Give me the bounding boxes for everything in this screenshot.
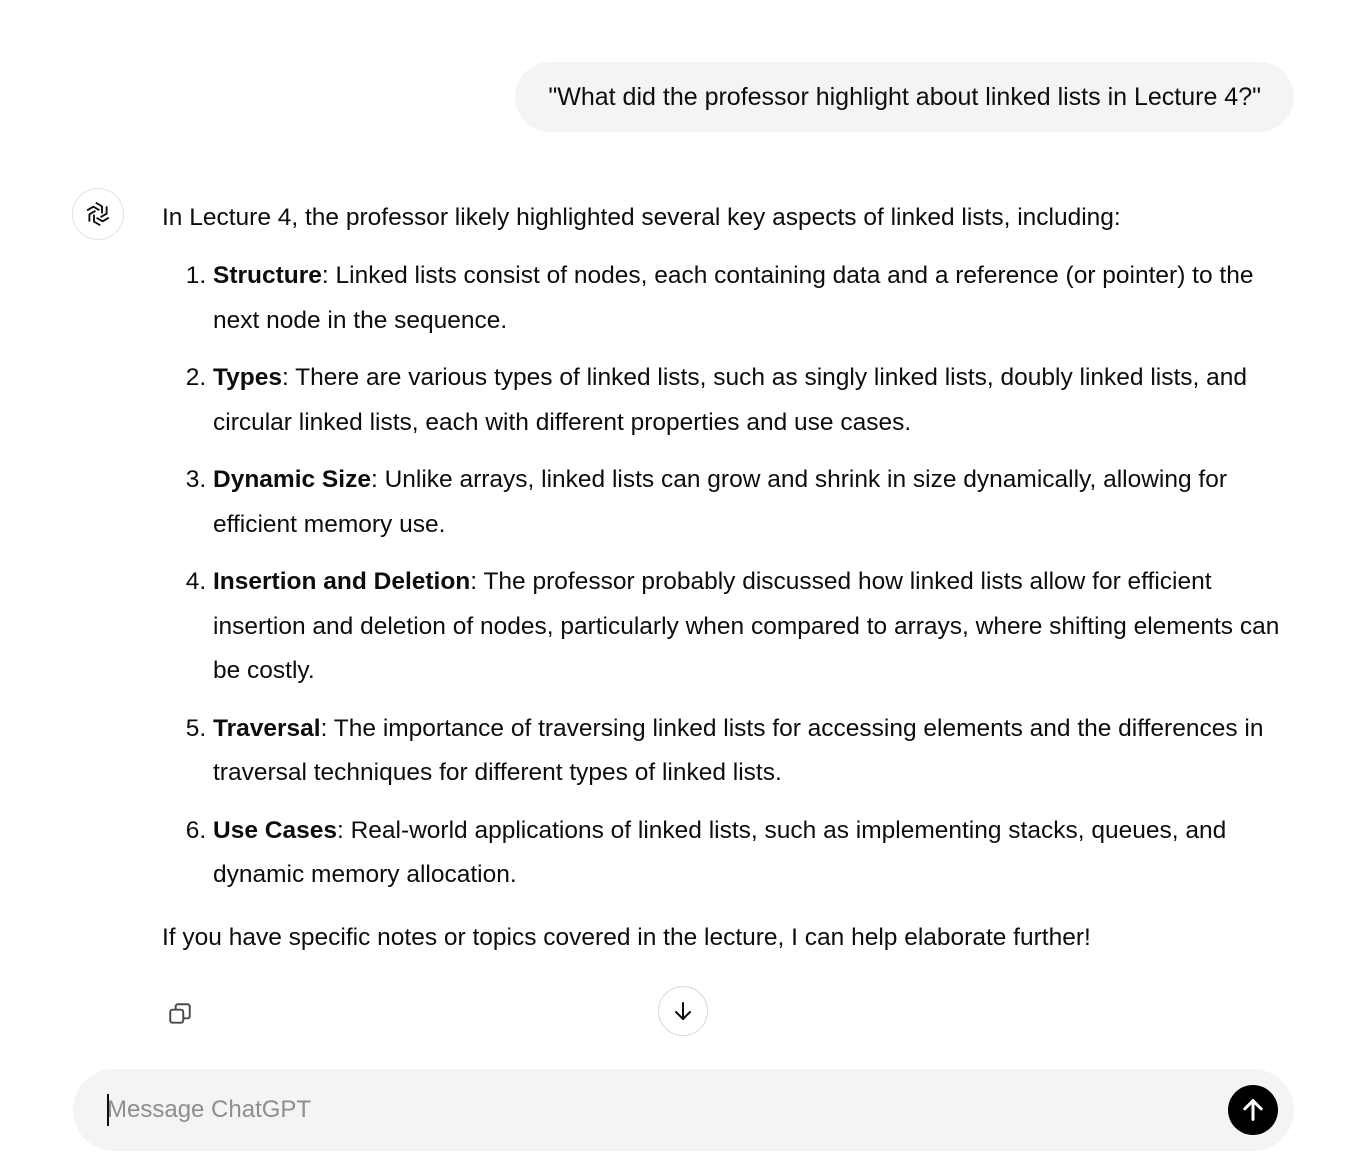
list-item xyxy=(213,560,1302,694)
assistant-avatar xyxy=(72,188,124,240)
message-composer xyxy=(73,1069,1294,1151)
list-item-title: Structure xyxy=(213,262,322,289)
key-aspects-list xyxy=(162,254,1302,898)
list-item-text: : Unlike arrays, linked lists can grow and shrink in size dynamically, allowing for efficient memory use. xyxy=(213,466,1227,538)
list-item xyxy=(213,707,1302,796)
send-button[interactable] xyxy=(1228,1085,1278,1135)
list-item-text: : Linked lists consist of nodes, each containing data and a reference (or pointer) to the next node in the sequence. xyxy=(213,262,1254,334)
text-caret xyxy=(107,1094,109,1126)
list-item xyxy=(213,254,1302,343)
message-input[interactable] xyxy=(107,1090,1187,1130)
copy-icon xyxy=(167,1001,193,1027)
list-item-title: Traversal xyxy=(213,714,321,742)
arrow-down-icon xyxy=(671,999,695,1023)
user-message-bubble xyxy=(515,62,1294,132)
list-item-text: : There are various types of linked lists, such as singly linked lists, doubly linked lists, and circular linked lists, each with different properties and use cases. xyxy=(213,364,1248,436)
assistant-intro: In Lecture 4, the professor likely highlighted several key aspects of linked lists, including: xyxy=(162,204,1121,231)
list-item-text: : The professor probably discussed how linked lists allow for efficient insertion and deletion of nodes, particularly when compared to arrays, where shifting elements can be costly. xyxy=(213,568,1280,684)
list-item-text: : The importance of traversing linked lists for accessing elements and the differences in traversal techniques for different types of linked lists. xyxy=(213,714,1264,786)
assistant-message xyxy=(162,196,1302,960)
assistant-outro: If you have specific notes or topics covered in the lecture, I can help elaborate further! xyxy=(162,923,1091,951)
list-item xyxy=(213,809,1302,898)
list-item-text: : Real-world applications of linked lists, such as implementing stacks, queues, and dynamic memory allocation. xyxy=(213,816,1227,888)
scroll-to-bottom-button[interactable] xyxy=(658,986,708,1036)
list-item xyxy=(213,356,1302,445)
copy-button[interactable] xyxy=(164,998,196,1030)
list-item xyxy=(213,458,1302,547)
list-item-title: Insertion and Deletion xyxy=(213,568,471,595)
arrow-up-icon xyxy=(1239,1096,1267,1124)
openai-logo-icon xyxy=(83,199,113,229)
list-item-title: Types xyxy=(213,364,282,391)
list-item-title: Dynamic Size xyxy=(213,466,371,493)
user-message-text: "What did the professor highlight about linked lists in Lecture 4?" xyxy=(548,83,1261,111)
list-item-title: Use Cases xyxy=(213,816,337,844)
